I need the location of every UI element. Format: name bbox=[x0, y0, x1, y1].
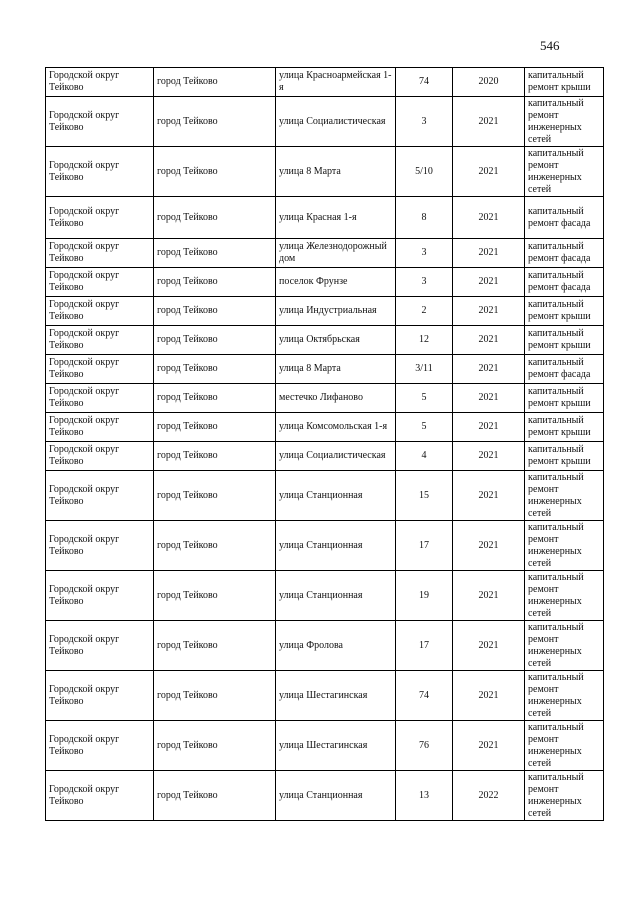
settlement-cell: город Тейково bbox=[154, 571, 276, 621]
work-type-cell: капитальный ремонт инженерных сетей bbox=[525, 471, 604, 521]
street-cell: улица Красноармейская 1-я bbox=[276, 68, 396, 97]
work-type-cell: капитальный ремонт инженерных сетей bbox=[525, 521, 604, 571]
house-number-cell: 2 bbox=[396, 297, 453, 326]
municipality-cell: Городской округ Тейково bbox=[46, 147, 154, 197]
street-cell: улица Шестагинская bbox=[276, 721, 396, 771]
table-row bbox=[46, 621, 604, 671]
settlement-cell: город Тейково bbox=[154, 471, 276, 521]
year-cell: 2021 bbox=[453, 147, 525, 197]
house-number-cell: 3 bbox=[396, 268, 453, 297]
table-row bbox=[46, 413, 604, 442]
municipality-cell: Городской округ Тейково bbox=[46, 521, 154, 571]
repair-schedule-table bbox=[45, 67, 604, 821]
house-number-cell: 12 bbox=[396, 326, 453, 355]
house-number-cell: 74 bbox=[396, 671, 453, 721]
house-number-cell: 13 bbox=[396, 771, 453, 821]
municipality-cell: Городской округ Тейково bbox=[46, 571, 154, 621]
settlement-cell: город Тейково bbox=[154, 147, 276, 197]
municipality-cell: Городской округ Тейково bbox=[46, 268, 154, 297]
year-cell: 2021 bbox=[453, 326, 525, 355]
year-cell: 2021 bbox=[453, 197, 525, 239]
work-type-cell: капитальный ремонт крыши bbox=[525, 413, 604, 442]
settlement-cell: город Тейково bbox=[154, 268, 276, 297]
house-number-cell: 74 bbox=[396, 68, 453, 97]
work-type-cell: капитальный ремонт инженерных сетей bbox=[525, 97, 604, 147]
house-number-cell: 4 bbox=[396, 442, 453, 471]
table-row bbox=[46, 442, 604, 471]
work-type-cell: капитальный ремонт инженерных сетей bbox=[525, 571, 604, 621]
settlement-cell: город Тейково bbox=[154, 97, 276, 147]
year-cell: 2021 bbox=[453, 621, 525, 671]
settlement-cell: город Тейково bbox=[154, 413, 276, 442]
municipality-cell: Городской округ Тейково bbox=[46, 326, 154, 355]
street-cell: улица Станционная bbox=[276, 771, 396, 821]
year-cell: 2021 bbox=[453, 721, 525, 771]
municipality-cell: Городской округ Тейково bbox=[46, 68, 154, 97]
street-cell: местечко Лифаново bbox=[276, 384, 396, 413]
street-cell: поселок Фрунзе bbox=[276, 268, 396, 297]
year-cell: 2022 bbox=[453, 771, 525, 821]
street-cell: улица Станционная bbox=[276, 521, 396, 571]
street-cell: улица Фролова bbox=[276, 621, 396, 671]
year-cell: 2021 bbox=[453, 268, 525, 297]
house-number-cell: 3 bbox=[396, 239, 453, 268]
table-row bbox=[46, 571, 604, 621]
work-type-cell: капитальный ремонт крыши bbox=[525, 68, 604, 97]
street-cell: улица Станционная bbox=[276, 471, 396, 521]
table-row bbox=[46, 97, 604, 147]
street-cell: улица Комсомольская 1-я bbox=[276, 413, 396, 442]
table-row bbox=[46, 355, 604, 384]
street-cell: улица Красная 1-я bbox=[276, 197, 396, 239]
house-number-cell: 17 bbox=[396, 621, 453, 671]
page-number: 546 bbox=[540, 38, 560, 53]
year-cell: 2021 bbox=[453, 97, 525, 147]
table-row bbox=[46, 671, 604, 721]
settlement-cell: город Тейково bbox=[154, 355, 276, 384]
work-type-cell: капитальный ремонт крыши bbox=[525, 297, 604, 326]
municipality-cell: Городской округ Тейково bbox=[46, 97, 154, 147]
year-cell: 2021 bbox=[453, 442, 525, 471]
settlement-cell: город Тейково bbox=[154, 239, 276, 268]
table-body bbox=[46, 68, 604, 821]
table-row bbox=[46, 239, 604, 268]
work-type-cell: капитальный ремонт крыши bbox=[525, 442, 604, 471]
street-cell: улица Станционная bbox=[276, 571, 396, 621]
settlement-cell: город Тейково bbox=[154, 521, 276, 571]
municipality-cell: Городской округ Тейково bbox=[46, 442, 154, 471]
year-cell: 2021 bbox=[453, 521, 525, 571]
house-number-cell: 19 bbox=[396, 571, 453, 621]
work-type-cell: капитальный ремонт фасада bbox=[525, 239, 604, 268]
table-row bbox=[46, 147, 604, 197]
table-row bbox=[46, 268, 604, 297]
work-type-cell: капитальный ремонт фасада bbox=[525, 268, 604, 297]
municipality-cell: Городской округ Тейково bbox=[46, 621, 154, 671]
table-row bbox=[46, 68, 604, 97]
work-type-cell: капитальный ремонт крыши bbox=[525, 384, 604, 413]
municipality-cell: Городской округ Тейково bbox=[46, 771, 154, 821]
year-cell: 2021 bbox=[453, 239, 525, 268]
year-cell: 2021 bbox=[453, 384, 525, 413]
settlement-cell: город Тейково bbox=[154, 671, 276, 721]
municipality-cell: Городской округ Тейково bbox=[46, 384, 154, 413]
street-cell: улица Шестагинская bbox=[276, 671, 396, 721]
work-type-cell: капитальный ремонт инженерных сетей bbox=[525, 771, 604, 821]
street-cell: улица Социалистическая bbox=[276, 442, 396, 471]
table-row bbox=[46, 721, 604, 771]
settlement-cell: город Тейково bbox=[154, 721, 276, 771]
street-cell: улица Социалистическая bbox=[276, 97, 396, 147]
table-row bbox=[46, 326, 604, 355]
settlement-cell: город Тейково bbox=[154, 197, 276, 239]
municipality-cell: Городской округ Тейково bbox=[46, 471, 154, 521]
work-type-cell: капитальный ремонт инженерных сетей bbox=[525, 621, 604, 671]
house-number-cell: 5 bbox=[396, 413, 453, 442]
table-row bbox=[46, 771, 604, 821]
municipality-cell: Городской округ Тейково bbox=[46, 297, 154, 326]
house-number-cell: 8 bbox=[396, 197, 453, 239]
work-type-cell: капитальный ремонт фасада bbox=[525, 197, 604, 239]
table-row bbox=[46, 197, 604, 239]
house-number-cell: 17 bbox=[396, 521, 453, 571]
year-cell: 2021 bbox=[453, 671, 525, 721]
settlement-cell: город Тейково bbox=[154, 621, 276, 671]
house-number-cell: 3 bbox=[396, 97, 453, 147]
work-type-cell: капитальный ремонт инженерных сетей bbox=[525, 147, 604, 197]
table-row bbox=[46, 471, 604, 521]
work-type-cell: капитальный ремонт инженерных сетей bbox=[525, 671, 604, 721]
municipality-cell: Городской округ Тейково bbox=[46, 721, 154, 771]
year-cell: 2020 bbox=[453, 68, 525, 97]
municipality-cell: Городской округ Тейково bbox=[46, 671, 154, 721]
settlement-cell: город Тейково bbox=[154, 326, 276, 355]
house-number-cell: 3/11 bbox=[396, 355, 453, 384]
year-cell: 2021 bbox=[453, 571, 525, 621]
table-row bbox=[46, 384, 604, 413]
settlement-cell: город Тейково bbox=[154, 297, 276, 326]
municipality-cell: Городской округ Тейково bbox=[46, 413, 154, 442]
street-cell: улица 8 Марта bbox=[276, 355, 396, 384]
house-number-cell: 76 bbox=[396, 721, 453, 771]
year-cell: 2021 bbox=[453, 471, 525, 521]
year-cell: 2021 bbox=[453, 355, 525, 384]
table-row bbox=[46, 521, 604, 571]
street-cell: улица Октябрьская bbox=[276, 326, 396, 355]
street-cell: улица Индустриальная bbox=[276, 297, 396, 326]
municipality-cell: Городской округ Тейково bbox=[46, 355, 154, 384]
work-type-cell: капитальный ремонт инженерных сетей bbox=[525, 721, 604, 771]
year-cell: 2021 bbox=[453, 413, 525, 442]
house-number-cell: 15 bbox=[396, 471, 453, 521]
table-row bbox=[46, 297, 604, 326]
municipality-cell: Городской округ Тейково bbox=[46, 197, 154, 239]
municipality-cell: Городской округ Тейково bbox=[46, 239, 154, 268]
settlement-cell: город Тейково bbox=[154, 384, 276, 413]
work-type-cell: капитальный ремонт фасада bbox=[525, 355, 604, 384]
street-cell: улица 8 Марта bbox=[276, 147, 396, 197]
street-cell: улица Железнодорожный дом bbox=[276, 239, 396, 268]
settlement-cell: город Тейково bbox=[154, 68, 276, 97]
work-type-cell: капитальный ремонт крыши bbox=[525, 326, 604, 355]
house-number-cell: 5 bbox=[396, 384, 453, 413]
year-cell: 2021 bbox=[453, 297, 525, 326]
house-number-cell: 5/10 bbox=[396, 147, 453, 197]
settlement-cell: город Тейково bbox=[154, 442, 276, 471]
settlement-cell: город Тейково bbox=[154, 771, 276, 821]
